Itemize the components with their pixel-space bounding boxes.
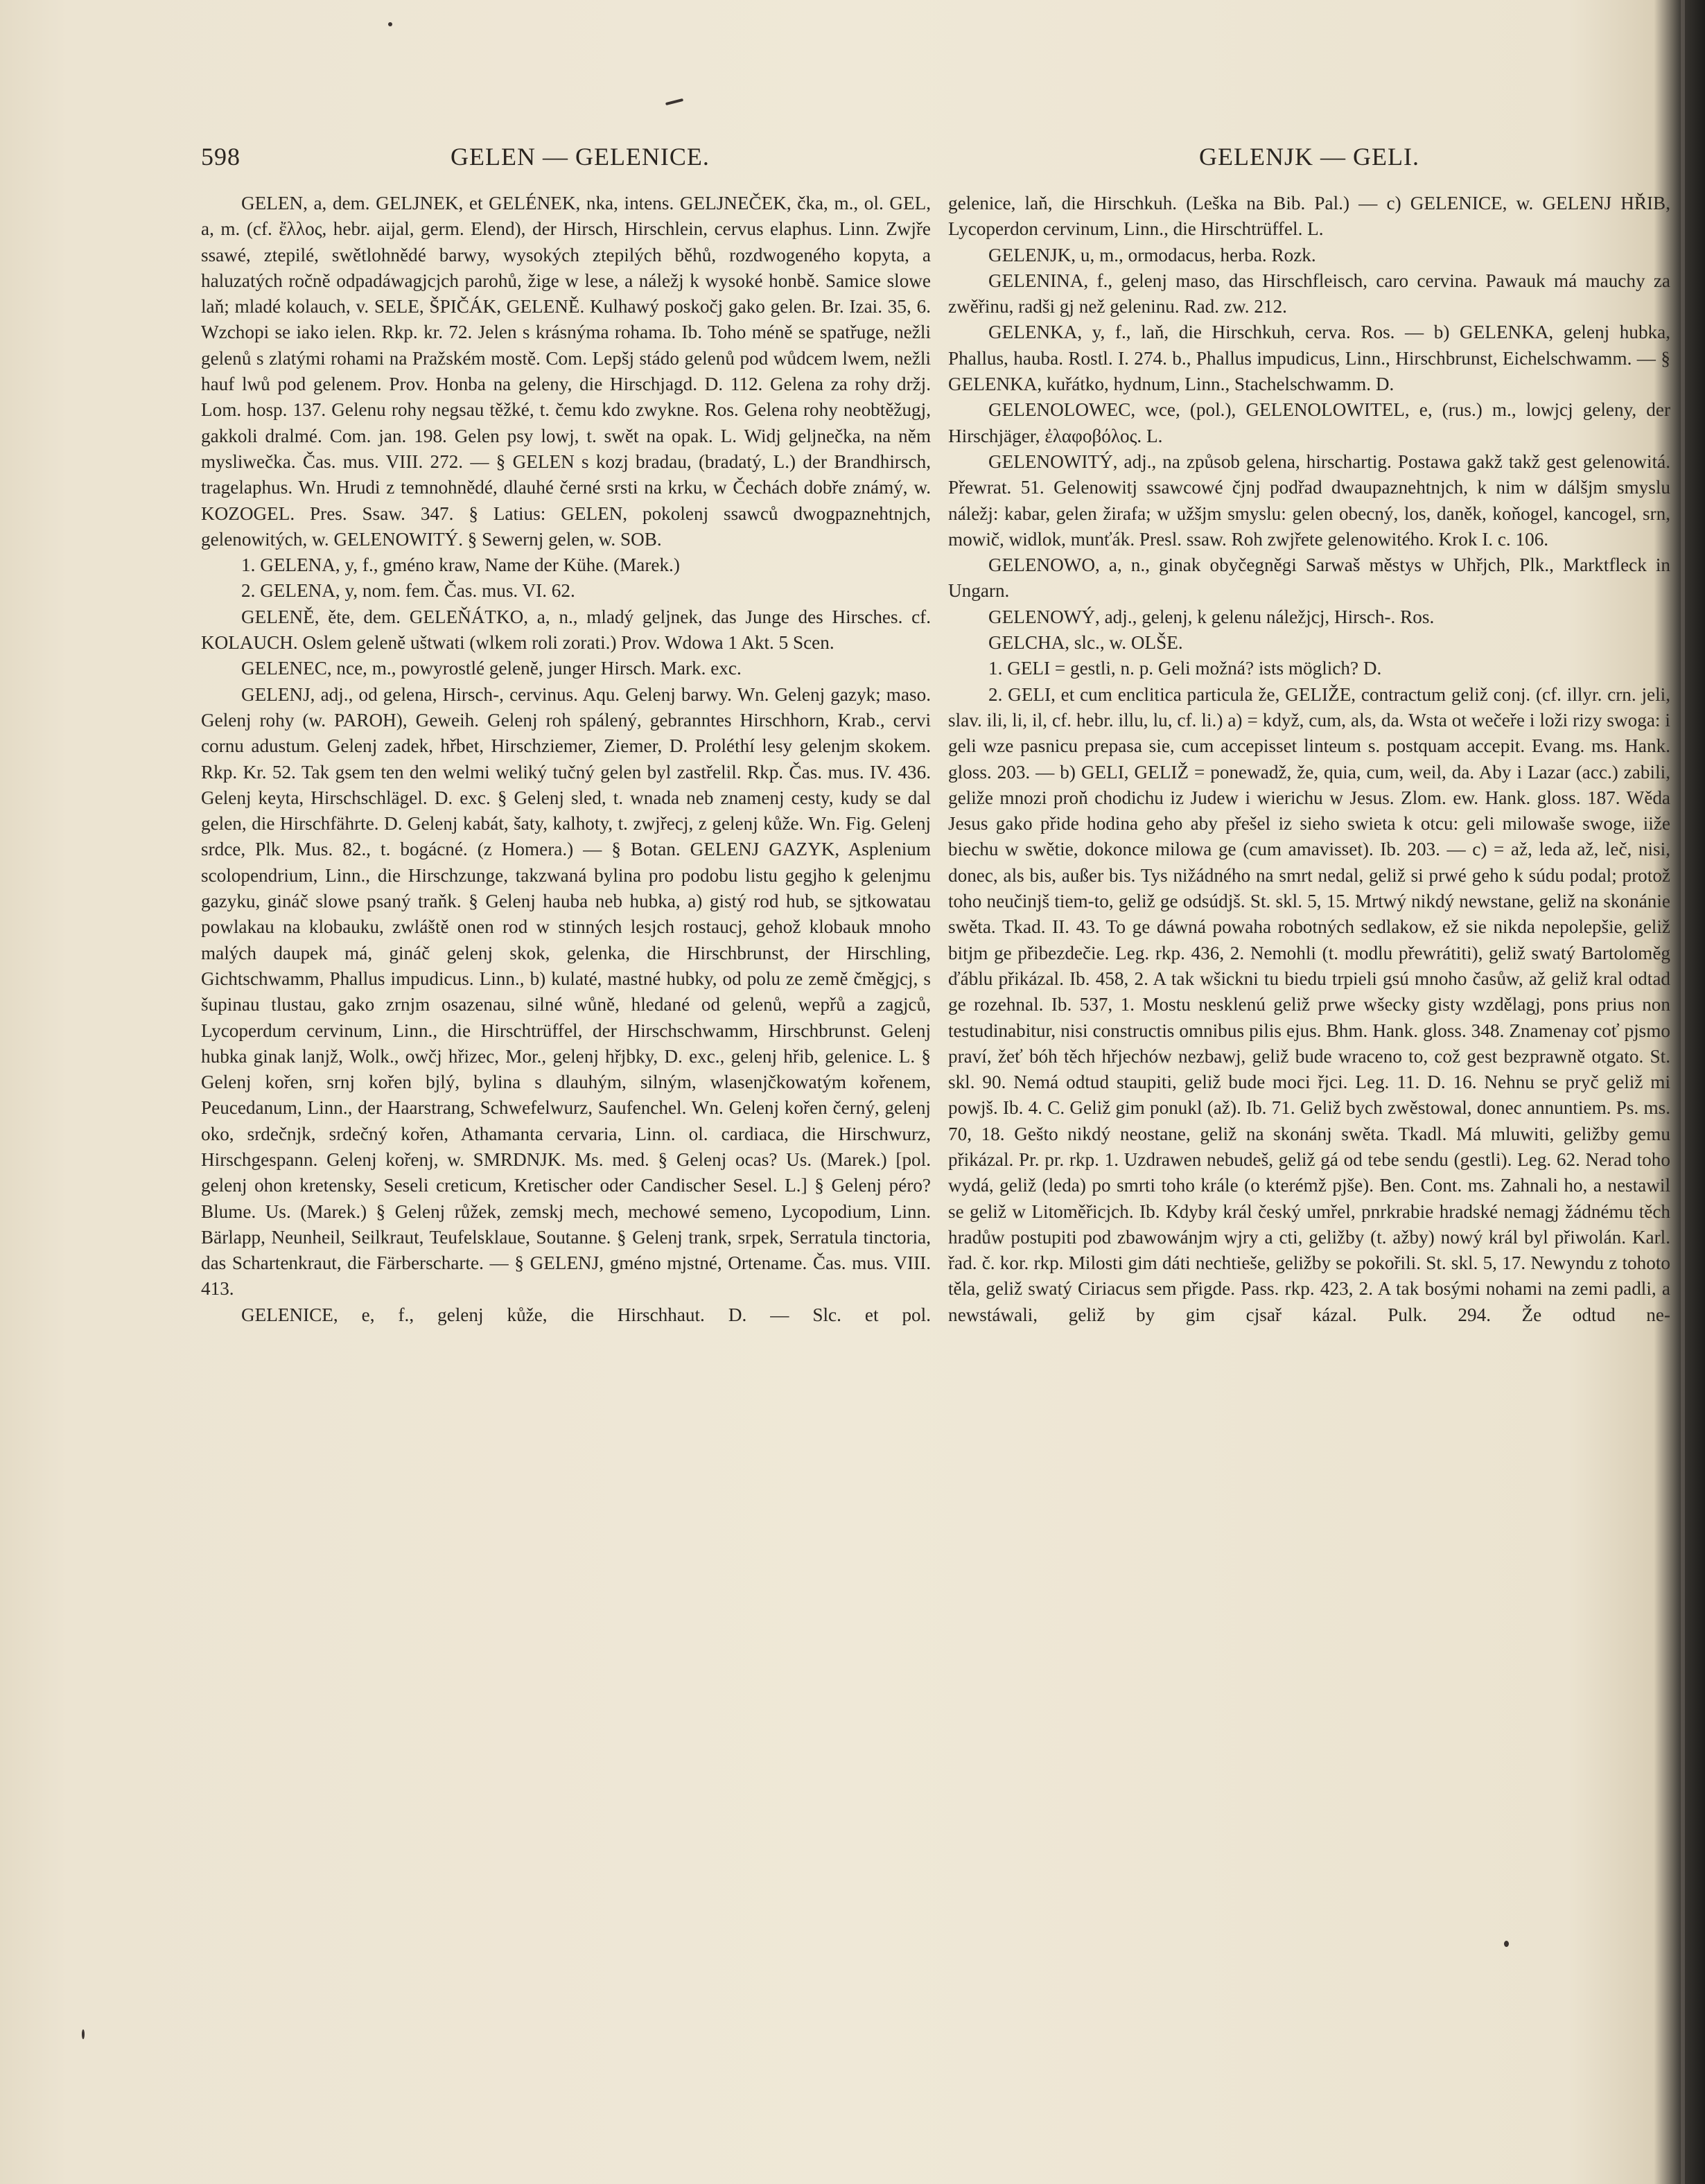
left-running-title: GELEN — GELENICE. <box>451 143 710 171</box>
entry-gelenka: GELENKA, y, f., laň, die Hirschkuh, cerva. Ros. — b) GELENKA, gelenj hubka, Phallus, hauba. Rostl. I. 274. b., Phallus impudicus, Linn., Hirschbrunst, Eichelschwamm. — § GELENKA, kuřátko, hydnum, Linn., Stachelschwamm. D. <box>948 322 1670 395</box>
entry-geli-1: 1. GELI = gestli, n. p. Geli možná? ists möglich? D. <box>988 658 1382 679</box>
entry-gelenina: GELENINA, f., gelenj maso, das Hirschfleisch, caro cervina. Pawauk má mauchy za zwěřinu, radši gj než geleninu. Rad. zw. 212. <box>948 270 1670 317</box>
ink-mark <box>665 98 683 105</box>
ink-speck <box>388 22 392 26</box>
entry-gelenolowec: GELENOLOWEC, wce, (pol.), GELENOLOWITEL, e, (rus.) m., lowjcj geleny, der Hirschjäger, ἐλαφοβόλος. L. <box>948 399 1670 446</box>
running-header <box>201 142 1670 177</box>
ink-speck <box>82 2029 85 2039</box>
entry-gelenice-continued: gelenice, laň, die Hirschkuh. (Leška na Bib. Pal.) — c) GELENICE, w. GELENJ HŘIB, Lycoperdon cervinum, Linn., die Hirschtrüffel. L. <box>948 193 1670 240</box>
ink-speck <box>1504 1941 1509 1947</box>
entry-gelenj: GELENJ, adj., od gelena, Hirsch-, cervinus. Aqu. Gelenj barwy. Wn. Gelenj gazyk; maso. Gelenj rohy (w. PAROH), Geweih. Gelenj roh spálený, gebranntes Hirschhorn, Krab., cervi cornu adustum. Gelenj zadek, hřbet, Hirschziemer, Ziemer, D. Proléthí lesy gelenjm skokem. Rkp. Kr. 52. Tak gsem ten den welmi weliký tučný gelen byl zastřelil. Rkp. Čas. mus. IV. 436. Gelenj keyta, Hirschschlägel. D. exc. § Gelenj sled, t. wnada neb znamenj cesty, kudy se dal gelen, die Hirschfährte. D. Gelenj kabát, šaty, kalhoty, t. zwjřecj, z gelenj kůže. Wn. Fig. Gelenj srdce, Plk. Mus. 82., t. bogácné. (z Homera.) — § Botan. GELENJ GAZYK, Asplenium scolopendrium, Linn., die Hirschzunge, takzwaná bylina pro podobu listu gegjho k gelenjmu gazyku, gináč slowe psaný traňk. § Gelenj hauba neb hubka, a) gistý rod hub, se sjtkowatau powlakau na klobauku, zwláště onen rod w stinných lesjch rostaucj, gehož klobauk mnoho malých daupek má, gináč gelenj skok, gelenka, die Hirschbrunst, der Hirschling, Gichtschwamm, Phallus impudicus. Linn., b) kulaté, mastné hubky, od polu ze země čměgjcj, s šupinau tlustau, gako zrnjm osazenau, silné wůně, hledané od gelenů, wepřů a zagjců, Lycoperdum cervinum, Linn., die Hirschtrüffel, der Hirschschwamm, Hirschbrunst. Gelenj hubka ginak lanjž, Wolk., owčj hřizec, Mor., gelenj hřjbky, D. exc., gelenj hřib, gelenice. L. § Gelenj kořen, srnj kořen bjlý, bylina s dlauhým, silným, wlasenjčkowatým kořenem, Peucedanum, Linn., der Haarstrang, Schwefelwurz, Saufenchel. Wn. Gelenj kořen černý, gelenj oko, srdečnjk, srdečný kořen, Athamanta cervaria, Linn. ol. cardiaca, die Hirschwurz, Hirschgespann. Gelenj kořenj, w. SMRDNJK. Ms. med. § Gelenj ocas? Us. (Marek.) [pol. gelenj ohon kretensky, Seseli creticum, Kretischer oder Candischer Sesel. L.] § Gelenj péro? Blume. Us. (Marek.) § Gelenj růžek, zemskj mech, mechowé semeno, Lycopodium, Linn. Bärlapp, Neunheil, Seilkraut, Teufelsklaue, Soutanne. § Gelenj trank, srpek, Serratula tinctoria, das Schartenkraut, die Färberscharte. — § GELENJ, gméno mjstné, Ortename. Čas. mus. VIII. 413. <box>201 683 931 1300</box>
entry-gelenjk: GELENJK, u, m., ormodacus, herba. Rozk. <box>988 244 1316 265</box>
page-number: 598 <box>201 143 241 171</box>
entry-geli-2: 2. GELI, et cum enclitica particula že, GELIŽE, contractum geliž conj. (cf. illyr. crn. jeli, slav. ili, li, il, cf. hebr. illu, lu, cf. li.) a) = když, cum, als, da. Wsta ot wečeře i loži rizy swoga: i geli wze pasnicu prepasa sie, cum accepisset linteum s. postquam accepit. Evang. ms. Hank. gloss. 203. — b) GELI, GELIŽ = ponewadž, že, quia, cum, weil, da. Aby i Lazar (acc.) zabili, geliže mnozi proň chodichu iz Judew i wierichu w Jesus. Zlom. ew. Hank. gloss. 187. Wěda Jesus gako přide hodina geho aby přešel iz sieho swieta k otcu: geli milowaše swoge, iiže biechu w swětie, dokonce milowa ge (cum amavisset). Ib. 203. — c) = až, leda až, leč, nisi, donec, als bis, außer bis. Tys nižádného na smrt nedal, geliž si prwé geho k súdu podal; protož toho neučinjš tiem-to, geliž ge odsúdjš. St. skl. 5, 15. Mrtwý nikdý newstane, geliž na skonánie swěta. Tkad. II. 43. To ge dáwná powaha robotných sedlakow, ež sie nikda nepolepšie, geliž bitjm ge přibezdečie. Leg. rkp. 436, 2. Nemohli (t. modlu přewrátiti), geliž swatý Bartoloměg ďáblu přikázal. Ib. 458, 2. A tak wšickni tu biedu trpieli gsú mnoho časůw, až geliž kral odtad ge rozehnal. Ib. 537, 1. Mostu nesklenú geliž prwe wšecky gisty wzdělagj, pons prius non testudinabitur, nisi constructis omnibus pilis ejus. Bhm. Hank. gloss. 348. Znamenay coť pjsmo praví, žeť bóh těch hřjechów nezbawj, geliž bude wraceno to, což gest bezprawně otgato. St. skl. 90. Nemá odtud staupiti, geliž bude moci řjci. Leg. 11. D. 16. Nehnu se pryč geliž mi powjš. Ib. 4. C. Geliž gim ponukl (až). Ib. 71. Geliž bych zwěstowal, donec annuntiem. Ps. ms. 70, 18. Gešto nikdý neostane, geliž na skonánj swěta. Tkadl. Má mluwiti, geližby gemu přikázal. Pr. pr. rkp. 1. Uzdrawen nebudeš, geliž gá od tebe sendu (gestli). Leg. 62. Nerad toho wydá, geliž (leda) po smrti toho krále (o kterémž pjše). Ben. Cont. ms. Zahnali ho, a nestawil se geliž w Litoměřicjch. Ib. Kdyby král český umřel, pnrkrabie hradské nemagj žádnému těch hradůw postupiti pod zbawowánjm wjry a cti, geližby (t. ažby) nowý král byl přiwolán. Karl. řad. č. kor. rkp. Milosti gim dáti nechtieše, geližby se pokořili. St. skl. 5, 17. Newyndu z tohoto těla, geliž swatý Ciriacus sem přigde. Pass. rkp. 423, 2. A tak bosými nohami na zemi padli, a newstáwali, geliž by gim cjsař kázal. Pulk. 294. Že odtud ne- <box>948 683 1670 1325</box>
entry-gelen: GELEN, a, dem. GELJNEK, et GELÉNEK, nka, intens. GELJNEČEK, čka, m., ol. GEL, a, m. (cf. ἔλλος, hebr. aijal, germ. Elend), der Hirsch, Hirschlein, cervus elaphus. Linn. Zwjře ssawé, ztepilé, swětlohnědé barwy, wysokých ztepilých běhů, rozdwogeného kopyta, a haluzatých ročně odpadáwagjcjch parohů, žige w lese, a náležj k wysoké honbě. Samice slowe laň; mladé kolauch, v. SELE, ŠPIČÁK, GELENĚ. Kulhawý poskočj gako gelen. Br. Izai. 35, 6. Wzchopi se iako ielen. Rkp. kr. 72. Jelen s krásnýma rohama. Ib. Toho méně se spatřuge, nežli gelenů s zlatými rohami na Pražském mostě. Com. Lepšj stádo gelenů pod wůdcem lwem, nežli hauf lwů pod gelenem. Prov. Honba na geleny, die Hirschjagd. D. 112. Gelena za rohy držj. Lom. hosp. 137. Gelenu rohy negsau těžké, t. čemu kdo zwykne. Ros. Gelena rohy neobtěžugj, gakkoli dralmé. Com. jan. 198. Gelen psy lowj, t. swět na opak. L. Widj geljnečka, na něm mysliwečka. Čas. mus. VIII. 272. — § GELEN s kozj bradau, (bradatý, L.) der Brandhirsch, tragelaphus. Wn. Hrudi z temnohnědé, dlauhé černé srsti na krku, w Čechách dobře známý, w. KOZOGEL. Pres. Ssaw. 347. § Latius: GELEN, pokolenj ssawců dwogpaznehtnjch, gelenowitých, w. GELENOWITÝ. § Sewernj gelen, w. SOB. <box>201 193 931 550</box>
entry-gelenowity: GELENOWITÝ, adj., na způsob gelena, hirschartig. Postawa gakž takž gest gelenowitá. Přewrat. 51. Gelenowitj ssawcowé čjnj podřad dwaupaznehtnjch, k nim w dálšjm smyslu náležj: kabar, gelen žirafa; w užšjm smyslu: gelen obecný, los, daněk, koňogel, kancogel, srn, mowič, widlok, munťák. Presl. ssaw. Roh zwjřete gelenowitého. Krok I. c. 106. <box>948 451 1670 550</box>
right-running-title: GELENJK — GELI. <box>1199 143 1419 171</box>
entry-gelene: GELENĚ, ěte, dem. GELEŇÁTKO, a, n., mladý geljnek, das Junge des Hirsches. cf. KOLAUCH. Oslem geleně uštwati (wlkem roli zorati.) Prov. Wdowa 1 Akt. 5 Scen. <box>201 606 931 654</box>
left-column <box>201 191 931 1937</box>
entry-gelena-1: 1. GELENA, y, f., gméno kraw, Name der Kühe. (Marek.) <box>241 554 680 576</box>
page-edge-shadow <box>1681 0 1685 2184</box>
entry-gelenec: GELENEC, nce, m., powyrostlé geleně, junger Hirsch. Mark. exc. <box>241 658 742 679</box>
entry-gelenowo: GELENOWO, a, n., ginak obyčegněgi Sarwaš městys w Uhřjch, Plk., Marktfleck in Ungarn. <box>948 554 1670 602</box>
right-column <box>948 191 1670 1937</box>
entry-gelena-2: 2. GELENA, y, nom. fem. Čas. mus. VI. 62. <box>241 580 575 602</box>
entry-gelenowy: GELENOWÝ, adj., gelenj, k gelenu náležjcj, Hirsch-. Ros. <box>988 606 1435 627</box>
entry-gelenice: GELENICE, e, f., gelenj kůže, die Hirschhaut. D. — Slc. et pol. <box>241 1304 931 1325</box>
entry-gelcha: GELCHA, slc., w. OLŠE. <box>988 632 1183 654</box>
